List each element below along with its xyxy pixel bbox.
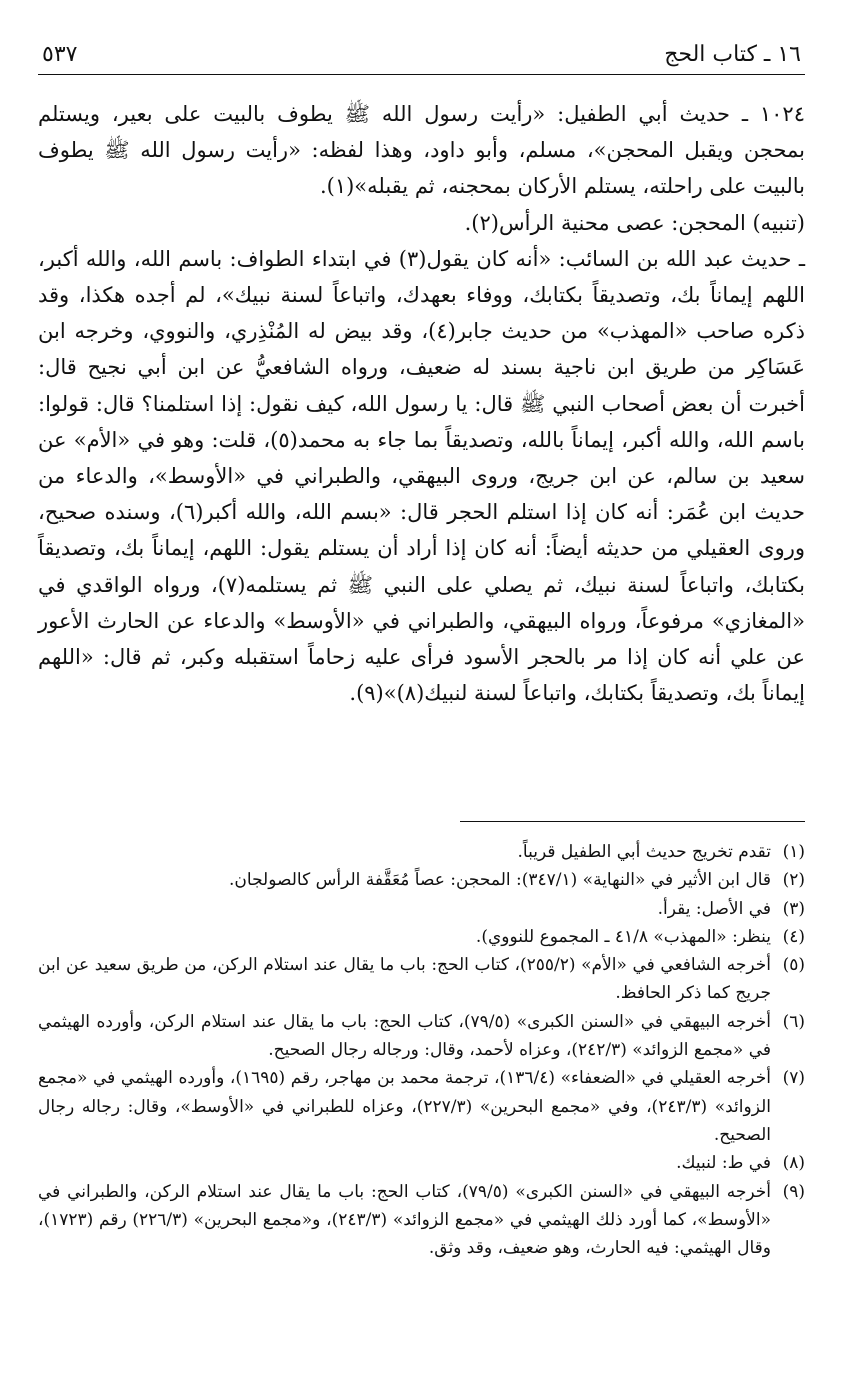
footnote bbox=[38, 951, 805, 1008]
footnote bbox=[38, 1149, 805, 1177]
footnote-text: في الأصل: يقرأ. bbox=[657, 898, 771, 919]
footnote-text: أخرجه البيهقي في «السنن الكبرى» (٧٩/٥)، كتاب الحج: باب ما يقال عند استلام الركن، والطبراني في «الأوسط»، كما أورد ذلك الهيثمي في «مجمع الزوائد» (٢٤٣/٣)، و«مجمع البحرين» (٢٢٦/٣) رقم (١٧٢٣)، وقال الهيثمي: فيه الحارث، وهو ضعيف، وقد وثق. bbox=[38, 1181, 771, 1259]
footnote-text: في ط: لنبيك. bbox=[676, 1153, 771, 1174]
hadith-paragraph: ١٠٢٤ ـ حديث أبي الطفيل: «رأيت رسول الله ﷺ يطوف بالبيت على بعير، ويستلم بمحجن ويقبل المحجن»، مسلم، وأبو داود، وهذا لفظه: «رأيت رسول الله ﷺ يطوف بالبيت على راحلته، يستلم الأركان بمحجنه، ثم يقبله»(١). bbox=[38, 102, 805, 199]
footnote-text: ينظر: «المهذب» ٤١/٨ ـ المجموع للنووي). bbox=[475, 926, 771, 947]
footnote-number: (٢) bbox=[782, 870, 805, 891]
footnote-number: (١) bbox=[782, 842, 805, 862]
footnote-number: (٩) bbox=[782, 1181, 805, 1202]
footnote bbox=[38, 1008, 805, 1065]
footnote-text: أخرجه البيهقي في «السنن الكبرى» (٧٩/٥)، كتاب الحج: باب ما يقال عند استلام الركن، وأورده الهيثمي في «مجمع الزوائد» (٢٤٢/٣)، وعزاه لأحمد، وقال: ورجاله رجال الصحيح. bbox=[38, 1011, 771, 1061]
footnote bbox=[38, 923, 805, 951]
footnote-number: (٤) bbox=[782, 926, 805, 947]
footnote bbox=[38, 1064, 805, 1149]
footnote-text: تقدم تخريج حديث أبي الطفيل قريباً. bbox=[517, 842, 771, 862]
footnote-number: (٥) bbox=[782, 955, 805, 976]
footnote-number: (٨) bbox=[782, 1153, 805, 1174]
footnote-separator bbox=[460, 821, 805, 822]
running-header bbox=[38, 40, 805, 75]
footnote bbox=[38, 866, 805, 894]
footnotes bbox=[38, 838, 805, 1262]
footnote-number: (٧) bbox=[782, 1068, 805, 1089]
footnote bbox=[38, 895, 805, 923]
footnote-text: أخرجه الشافعي في «الأم» (٢٥٥/٢)، كتاب الحج: باب ما يقال عند استلام الركن، من طريق سعيد عن ابن جريج كما ذكر الحافظ. bbox=[38, 955, 771, 1004]
main-text bbox=[38, 96, 805, 711]
footnote-number: (٣) bbox=[782, 898, 805, 919]
footnote-text: أخرجه العقيلي في «الضعفاء» (١٣٦/٤)، ترجمة محمد بن مهاجر، رقم (١٦٩٥)، وأورده الهيثمي في «مجمع الزوائد» (٢٤٣/٣)، وفي «مجمع البحرين» (٢٢٧/٣)، وعزاه للطبراني في «الأوسط»، وقال: رجاله رجال الصحيح. bbox=[38, 1068, 771, 1145]
note-paragraph: (تنبيه) المحجن: عصى محنية الرأس(٢). bbox=[464, 210, 805, 235]
footnote bbox=[38, 838, 805, 866]
chapter-title: ١٦ ـ كتاب الحج bbox=[664, 42, 801, 67]
footnote-text: قال ابن الأثير في «النهاية» (٣٤٧/١): المحجن: عصاً مُعَقَّفة الرأس كالصولجان. bbox=[229, 870, 771, 891]
footnote-number: (٦) bbox=[782, 1011, 805, 1032]
hadith-paragraph: ـ حديث عبد الله بن السائب: «أنه كان يقول(٣) في ابتداء الطواف: باسم الله، والله أكبر، اللهم إيماناً بك، وتصديقاً بكتابك، ووفاء بعهدك، واتباعاً لسنة نبيك»، لم أجده هكذا، وقد ذكره صاحب «المهذب» من حديث جابر(٤)، وقد بيض له المُنْذِري، والنووي، وخرجه ابن عَسَاكِر من طريق ابن ناجية بسند له ضعيف، ورواه الشافعيُّ عن ابن أبي نجيح قال: أخبرت أن بعض أصحاب النبي ﷺ قال: يا رسول الله، كيف نقول: إذا استلمنا؟ قال: قولوا: باسم الله، والله أكبر، إيماناً بالله، وتصديقاً بما جاء به محمد(٥)، قلت: وهو في «الأم» عن سعيد بن سالم، عن ابن جريج، وروى البيهقي، والطبراني في «الأوسط»، والدعاء من حديث ابن عُمَر: أنه كان إذا استلم الحجر قال: «بسم الله، والله أكبر(٦)، وسنده صحيح، وروى العقيلي من حديثه أيضاً: أنه كان إذا أراد أن يستلم يقول: اللهم، إيماناً بك، وتصديقاً بكتابك، واتباعاً لسنة نبيك، ثم يصلي على النبي ﷺ ثم يستلمه(٧)، ورواه الواقدي في «المغازي» مرفوعاً، ورواه البيهقي، والطبراني في «الأوسط» والدعاء عن الحارث الأعور عن علي أنه كان إذا مر بالحجر الأسود فرأى عليه زحاماً استقبله وكبر، ثم قال: «اللهم إيماناً بك، وتصديقاً بكتابك، واتباعاً لسنة لنبيك(٨)»(٩). bbox=[38, 246, 806, 706]
footnote bbox=[38, 1178, 805, 1263]
page-number: ٥٣٧ bbox=[42, 42, 78, 67]
